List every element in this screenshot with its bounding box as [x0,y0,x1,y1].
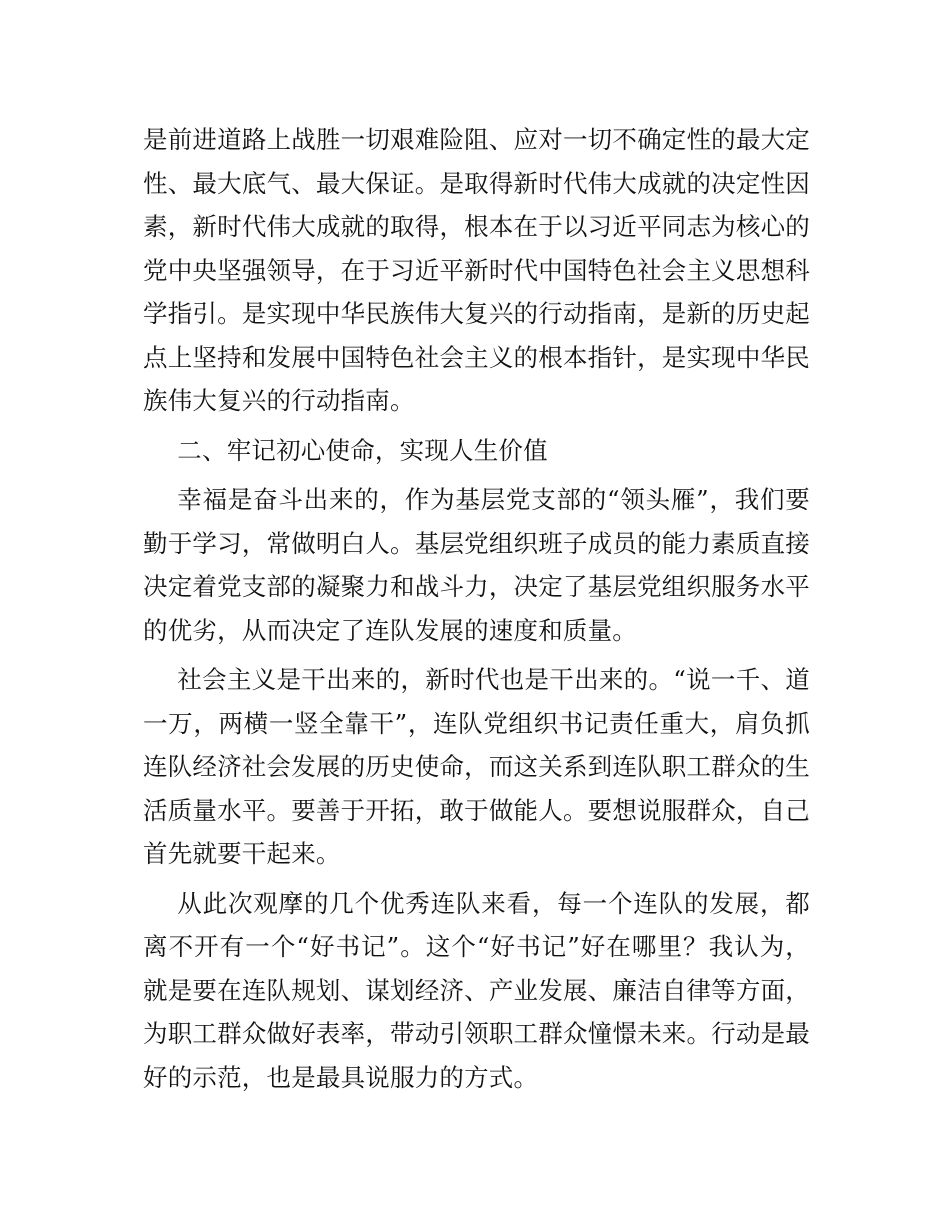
paragraph-socialism: 社会主义是干出来的，新时代也是干出来的。“说一千、道一万，两横一竖全靠干”，连队党组织书记责任重大，肩负抓连队经济社会发展的历史使命，而这关系到连队职工群众的生活质量水平。要善于开拓，敢于做能人。要想说服群众，自己首先就要干起来。 [143,665,810,868]
paragraph-good-secretary: 从此次观摩的几个优秀连队来看，每一个连队的发展，都离不开有一个“好书记”。这个“好书记”好在哪里？我认为，就是要在连队规划、谋划经济、产业发展、廉洁自律等方面，为职工群众做好表率，带动引领职工群众憧憬未来。行动是最好的示范，也是最具说服力的方式。 [143,888,810,1092]
paragraph-happiness: 幸福是奋斗出来的，作为基层党支部的“领头雁”，我们要勤于学习，常做明白人。基层党组织班子成员的能力素质直接决定着党支部的凝聚力和战斗力，决定了基层党组织服务水平的优劣，从而决定了连队发展的速度和质量。 [143,485,810,645]
document-body [143,118,810,1099]
section-heading: 二、牢记初心使命，实现人生价值 [177,435,548,465]
paragraph-continuation: 是前进道路上战胜一切艰难险阻、应对一切不确定性的最大定性、最大底气、最大保证。是取得新时代伟大成就的决定性因素，新时代伟大成就的取得，根本在于以习近平同志为核心的党中央坚强领导，在于习近平新时代中国特色社会主义思想科学指引。是实现中华民族伟大复兴的行动指南，是新的历史起点上坚持和发展中国特色社会主义的根本指针，是实现中华民族伟大复兴的行动指南。 [143,125,810,415]
